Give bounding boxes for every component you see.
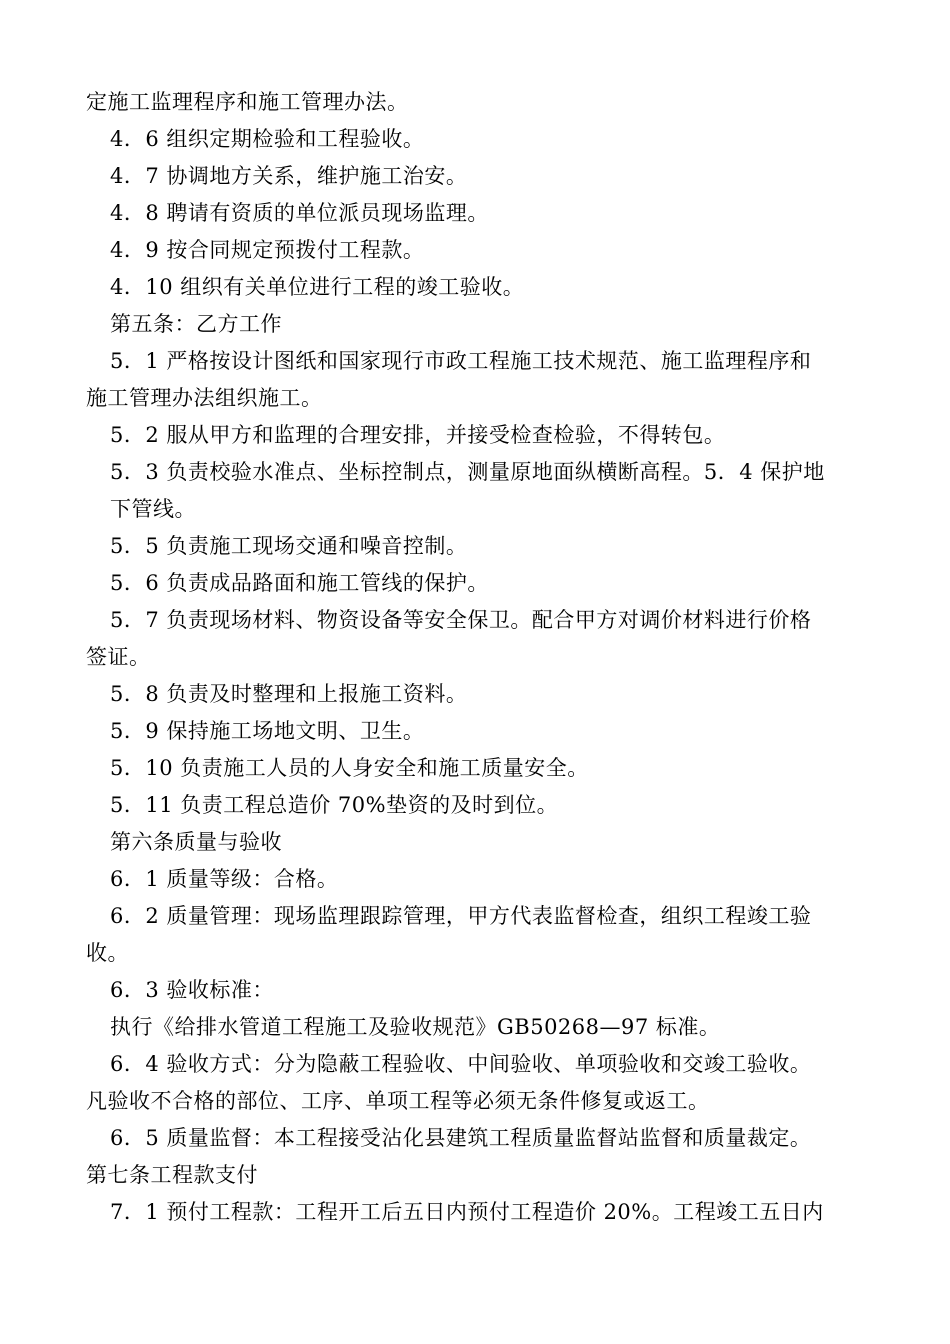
text-line: 6．5 质量监督：本工程接受沾化县建筑工程质量监督站监督和质量裁定。	[110, 1126, 812, 1150]
text-line: 5．3 负责校验水准点、坐标控制点，测量原地面纵横断高程。5．4 保护地	[110, 460, 825, 484]
text-line: 4．6 组织定期检验和工程验收。	[110, 127, 425, 151]
text-line: 5．9 保持施工场地文明、卫生。	[110, 719, 425, 743]
text-line: 定施工监理程序和施工管理办法。	[86, 90, 409, 114]
text-line: 6．1 质量等级：合格。	[110, 867, 339, 891]
text-line: 6．2 质量管理：现场监理跟踪管理，甲方代表监督检查，组织工程竣工验	[110, 904, 812, 928]
text-line: 5．6 负责成品路面和施工管线的保护。	[110, 571, 489, 595]
text-line: 5．5 负责施工现场交通和噪音控制。	[110, 534, 468, 558]
text-line: 4．9 按合同规定预拨付工程款。	[110, 238, 425, 262]
text-line: 5．1 严格按设计图纸和国家现行市政工程施工技术规范、施工监理程序和	[110, 349, 812, 373]
text-line: 6．3 验收标准：	[110, 978, 274, 1002]
text-line: 5．10 负责施工人员的人身安全和施工质量安全。	[110, 756, 589, 780]
text-line: 凡验收不合格的部位、工序、单项工程等必须无条件修复或返工。	[86, 1089, 710, 1113]
text-line: 收。	[86, 941, 129, 965]
text-line: 7．1 预付工程款：工程开工后五日内预付工程造价 20%。工程竣工五日内	[110, 1200, 824, 1224]
text-line: 4．10 组织有关单位进行工程的竣工验收。	[110, 275, 525, 299]
section-heading: 第六条质量与验收	[110, 830, 282, 854]
text-line: 4．8 聘请有资质的单位派员现场监理。	[110, 201, 489, 225]
text-line: 4．7 协调地方关系，维护施工治安。	[110, 164, 468, 188]
text-line: 5．2 服从甲方和监理的合理安排，并接受检查检验，不得转包。	[110, 423, 726, 447]
text-line: 5．7 负责现场材料、物资设备等安全保卫。配合甲方对调价材料进行价格	[110, 608, 812, 632]
text-line: 5．11 负责工程总造价 70%垫资的及时到位。	[110, 793, 559, 817]
text-line: 下管线。	[110, 497, 196, 521]
text-line: 5．8 负责及时整理和上报施工资料。	[110, 682, 468, 706]
text-line: 签证。	[86, 645, 151, 669]
section-heading: 第五条：乙方工作	[110, 312, 282, 336]
text-line: 6．4 验收方式：分为隐蔽工程验收、中间验收、单项验收和交竣工验收。	[110, 1052, 812, 1076]
section-heading: 第七条工程款支付	[86, 1163, 258, 1187]
text-line: 执行《给排水管道工程施工及验收规范》GB50268—97 标准。	[110, 1015, 721, 1039]
text-line: 施工管理办法组织施工。	[86, 386, 323, 410]
